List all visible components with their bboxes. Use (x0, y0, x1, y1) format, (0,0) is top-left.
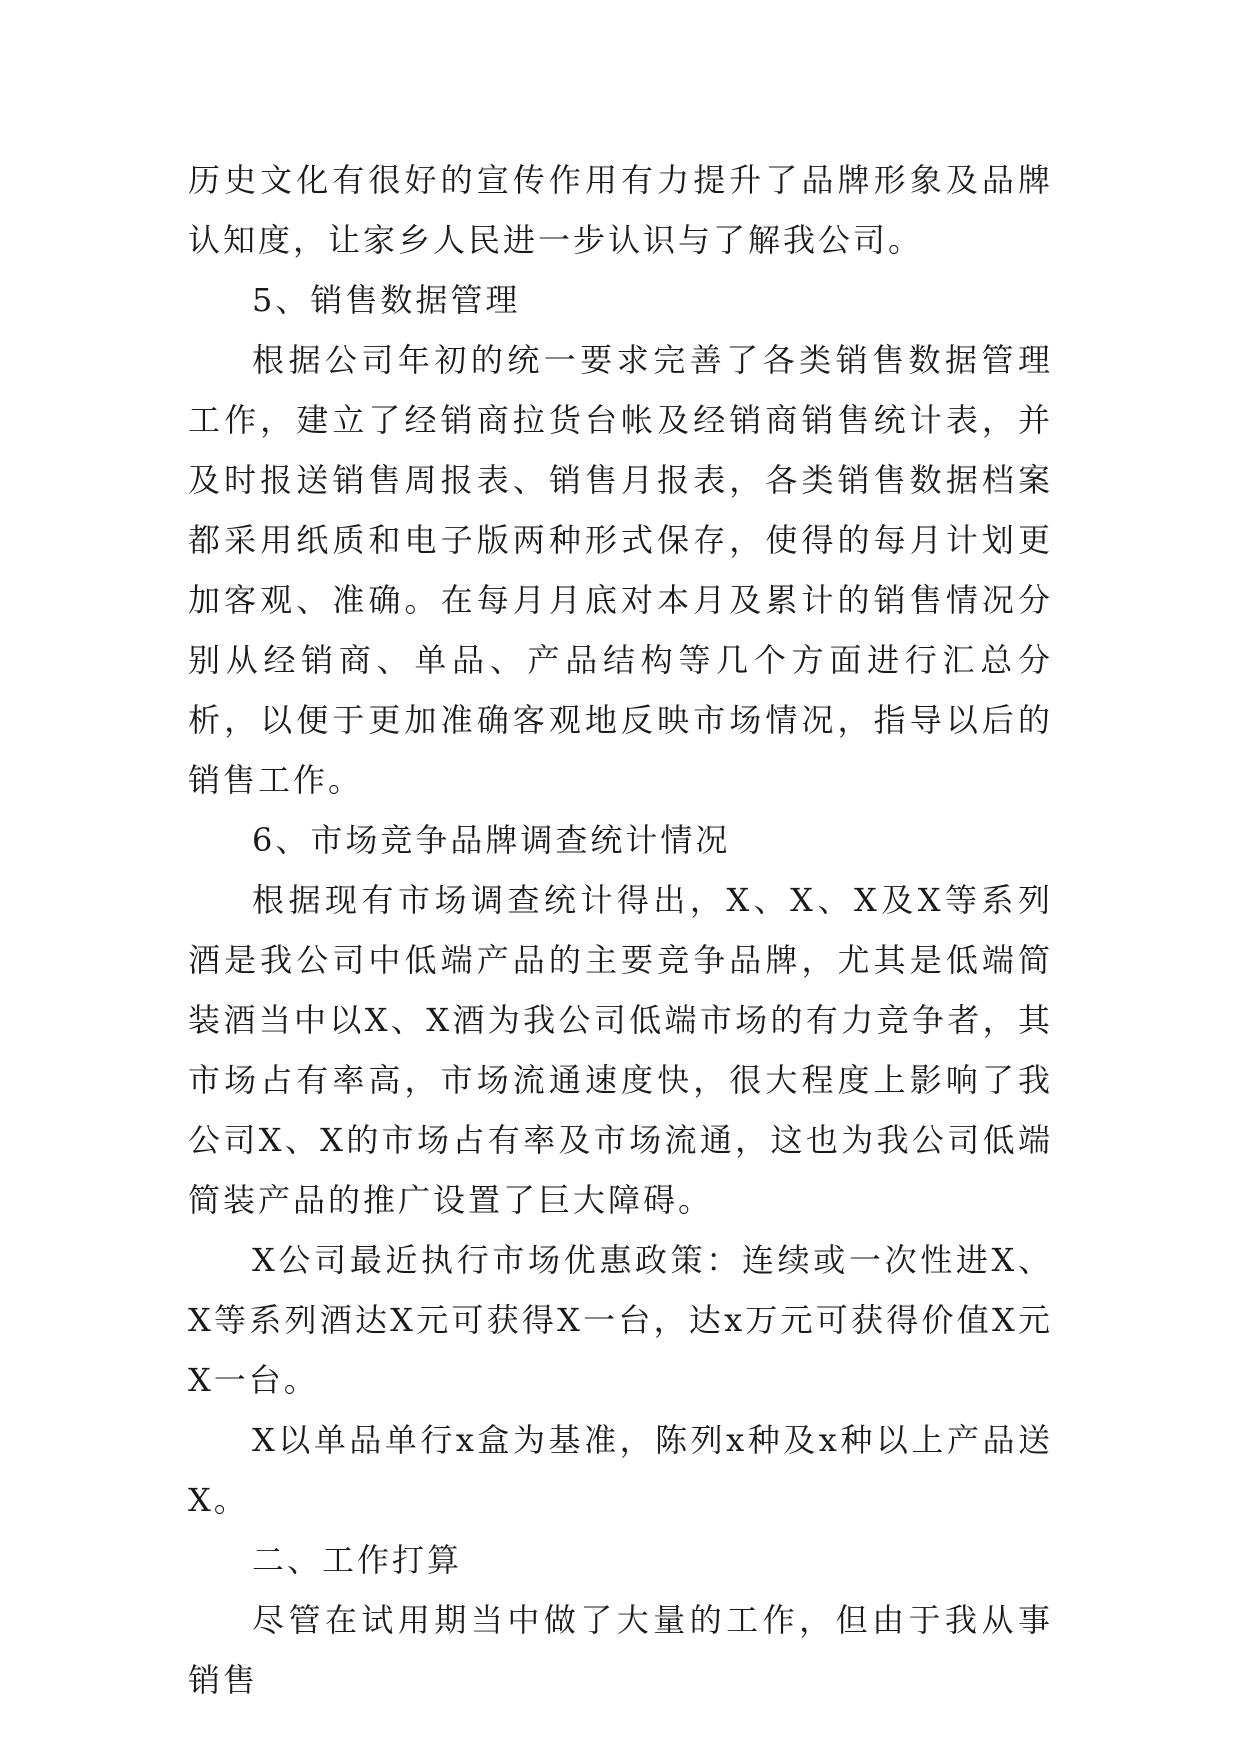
paragraph-sales-data: 根据公司年初的统一要求完善了各类销售数据管理工作，建立了经销商拉货台帐及经销商销售统计表，并及时报送销售周报表、销售月报表，各类销售数据档案都采用纸质和电子版两种形式保存，使得的每月计划更加客观、准确。在每月月底对本月及累计的销售情况分别从经销商、单品、产品结构等几个方面进行汇总分析，以便于更加准确客观地反映市场情况，指导以后的销售工作。 (188, 341, 1053, 799)
section-heading-sales-data: 5、销售数据管理 (252, 281, 521, 319)
section-heading-competition: 6、市场竞争品牌调查统计情况 (252, 821, 731, 859)
section-heading-work-plan: 二、工作打算 (252, 1541, 463, 1579)
paragraph-competition: 根据现有市场调查统计得出，X、X、X及X等系列酒是我公司中低端产品的主要竞争品牌，尤其是低端简装酒当中以X、X酒为我公司低端市场的有力竞争者，其市场占有率高，市场流通速度快，很大程度上影响了我公司X、X的市场占有率及市场流通，这也为我公司低端简装产品的推广设置了巨大障碍。 (188, 881, 1053, 1219)
document-body (188, 150, 1053, 1710)
paragraph-display-policy: X以单品单行x盒为基准，陈列x种及x种以上产品送X。 (188, 1421, 1053, 1519)
paragraph-work-plan: 尽管在试用期当中做了大量的工作，但由于我从事销售 (188, 1601, 1053, 1699)
paragraph-promotion-policy: X公司最近执行市场优惠政策：连续或一次性进X、X等系列酒达X元可获得X一台，达x万元可获得价值X元X一台。 (188, 1241, 1053, 1399)
paragraph-brand-history: 历史文化有很好的宣传作用有力提升了品牌形象及品牌认知度，让家乡人民进一步认识与了解我公司。 (188, 161, 1053, 259)
